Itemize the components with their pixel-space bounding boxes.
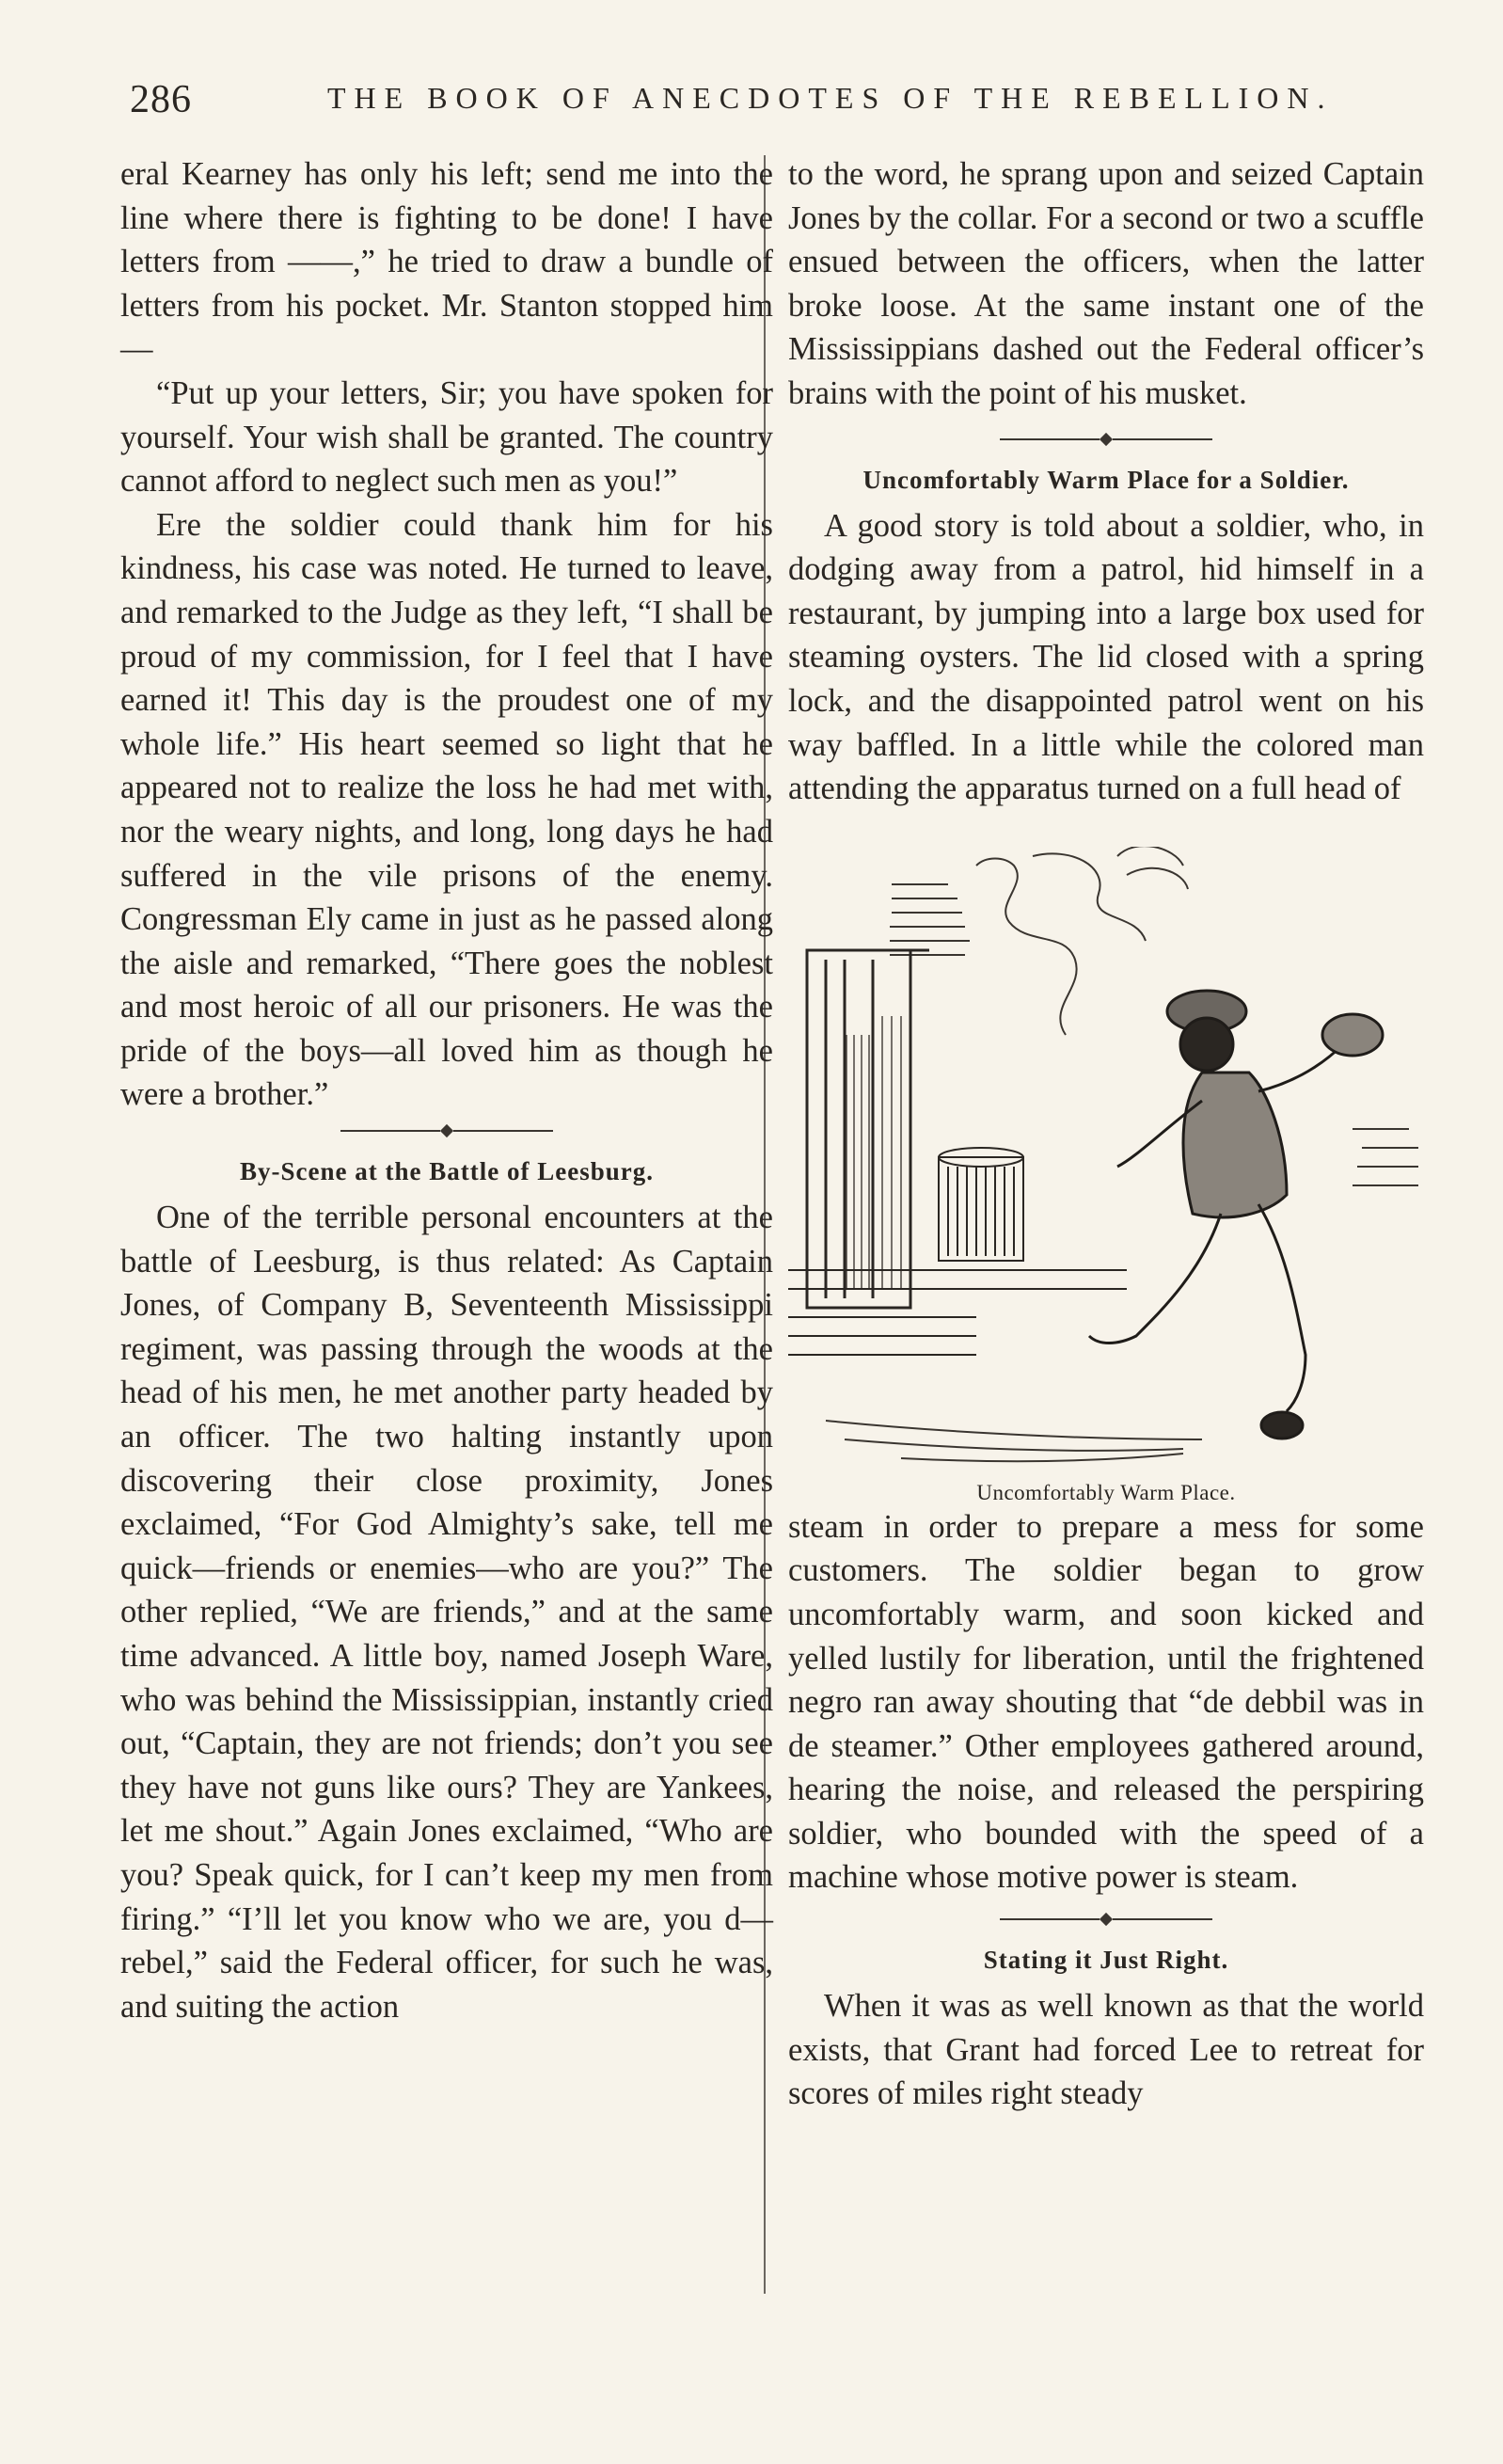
- paragraph: One of the terrible personal encounters at the battle of Leesburg, is thus related: As Captain Jones, of Company B, Seventeenth Mississippi regiment, was passing through the woods at the head of his men, he met another party headed by an officer. The two halting instantly upon discovering their close proximity, Jones exclaimed, “For God Almighty’s sake, tell me quick—friends or enemies—who are you?” The other replied, “We are friends,” and at the same time advanced. A little boy, named Joseph Ware, who was behind the Mississippian, instantly cried out, “Captain, they are not friends; don’t you see they have not guns like ours? They are Yankees, let me shout.” Again Jones exclaimed, “Who are you? Speak quick, for I can’t keep my men from firing.” “I’ll let you know who we are, you d— rebel,” said the Federal officer, for such he was, and suiting the action: [120, 1200, 773, 2025]
- page-number: 286: [130, 78, 192, 121]
- section-heading: Uncomfortably Warm Place for a Soldier.: [862, 465, 1350, 494]
- paragraph: eral Kearney has only his left; send me into the line where there is fighting to be done! I have letters from ——,” he tried to draw a bundle of letters from his pocket. Mr. Stanton stopped him—: [120, 156, 773, 368]
- section-heading: Stating it Just Right.: [983, 1946, 1229, 1975]
- section-heading: By-Scene at the Battle of Leesburg.: [240, 1157, 654, 1186]
- running-title: THE BOOK OF ANECDOTES OF THE REBELLION.: [327, 81, 1334, 115]
- paragraph: A good story is told about a soldier, who, in dodging away from a patrol, hid himself in a restaurant, by jumping into a large box used for steaming oysters. The lid closed with a spring lock, and the disappointed patrol went on his way baffled. In a little while the colored man attending the apparatus turned on a full head of: [788, 507, 1424, 807]
- paragraph: steam in order to prepare a mess for some customers. The soldier began to grow uncomfortably warm, and soon kicked and yelled lustily for liberation, until the frightened negro ran away shouting that “de debbil was in de steamer.” Other employees gathered around, hearing the noise, and released the perspiring soldier, who bounded with the speed of a machine whose motive power is steam.: [788, 1508, 1424, 1896]
- paragraph: When it was as well known as that the world exists, that Grant had forced Lee to retreat for scores of miles right steady: [788, 1988, 1424, 2112]
- separator-ornament: [120, 1117, 773, 1145]
- paragraph: “Put up your letters, Sir; you have spoken for yourself. Your wish shall be granted. The country cannot afford to neglect such men as you!”: [120, 374, 773, 500]
- paragraph: Ere the soldier could thank him for his kindness, his case was noted. He turned to leave, and remarked to the Judge as they left, “I shall be proud of my commission, for I feel that I have earned it! This day is the proudest one of my whole life.” His heart seemed so light that he appeared not to realize the loss he had met with, nor the weary nights, and long, long days he had suffered in the vile prisons of the enemy. Congressman Ely came in just as he passed along the aisle and remarked, “There goes the noblest and most heroic of all our prisoners. He was the pride of the boys—all loved him as though he were a brother.”: [120, 506, 773, 1113]
- engraving-image: [788, 847, 1424, 1468]
- right-column: [788, 152, 1424, 2116]
- figure-caption: Uncomfortably Warm Place.: [976, 1480, 1236, 1504]
- paragraph: to the word, he sprang upon and seized Captain Jones by the collar. For a second or two a scuffle ensued between the officers, when the latter broke loose. At the same instant one of the Mississippians dashed out the Federal officer’s brains with the point of his musket.: [788, 156, 1424, 411]
- left-column: [120, 152, 773, 2028]
- illustration: [788, 847, 1424, 1505]
- separator-ornament: [788, 1905, 1424, 1933]
- page-header: [130, 77, 1400, 134]
- separator-ornament: [788, 425, 1424, 453]
